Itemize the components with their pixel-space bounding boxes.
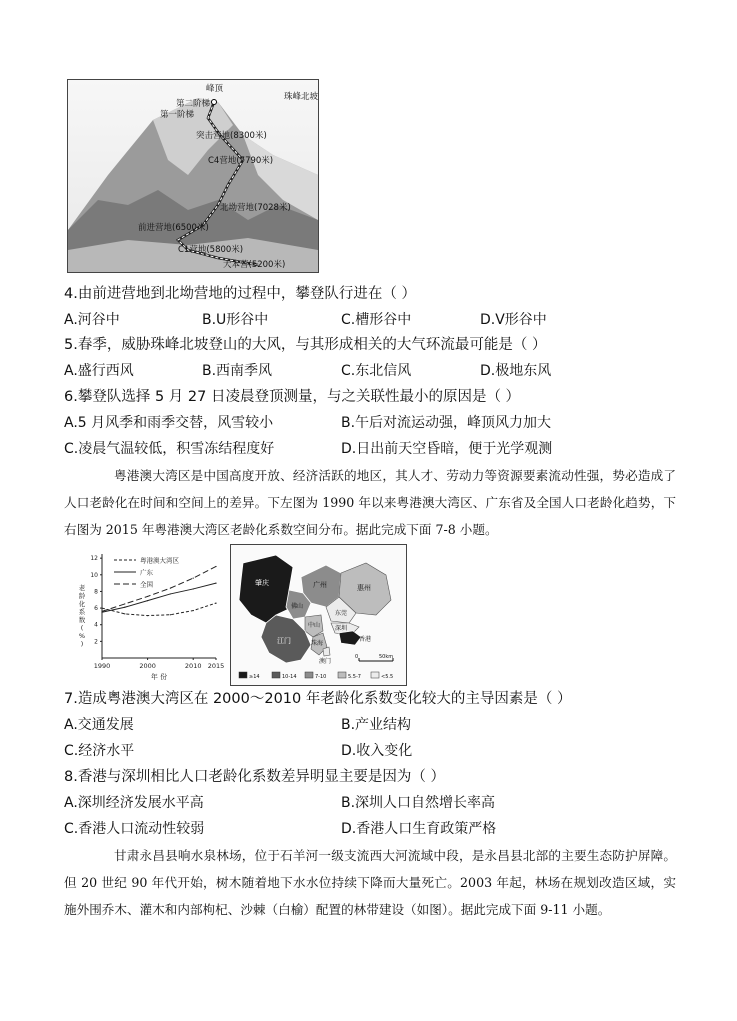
series-2-point (101, 611, 102, 612)
passage-bay-area: 粤港澳大湾区是中国高度开放、经济活跃的地区，其人才、劳动力等资源要素流动性强，势必造成了人口老龄化在时间和空间上的差异。下左图为 1990 年以来粤港澳大湾区、广东省及全国人口老龄化趋势，下右图为 2015 年粤港澳大湾区老龄化系数空间分布。据此完成下面 7-8 小题。 (64, 468, 676, 537)
y-tick-label: 10 (90, 571, 98, 579)
x-tick-label: 2015 (207, 662, 225, 670)
y-axis-label-char: 数 (78, 616, 86, 624)
legend-label-1: 广东 (140, 568, 153, 577)
series-2-point (170, 588, 171, 589)
series-1-point (124, 607, 125, 608)
label-peak: 峰顶 (206, 84, 224, 94)
question-7-stem: 7.造成粤港澳大湾区在 2000～2010 年老龄化系数变化较大的主导因素是（ ） (64, 691, 572, 707)
label-camp-assault: 突击营地(8300米) (196, 131, 267, 141)
q8-option-d[interactable]: D.香港人口生育政策严格 (341, 821, 497, 837)
label-step1: 第一阶梯 (160, 110, 195, 120)
passage-forest-farm: 甘肃永昌县响水泉林场，位于石羊河一级支流西大河流域中段，是永昌县北部的主要生态防护屏障。但 20 世纪 90 年代开始，树木随着地下水水位持续下降而大量死亡。2003 年起，林场在规划改造区域，实施外围乔木、灌木和内部枸杞、沙棘（白榆）配置的林带建设（如图）。据此完成下面 9-11 小题。 (64, 848, 676, 917)
label-north-slope: 珠峰北坡 (284, 92, 319, 102)
q5-option-a[interactable]: A.盛行西风 (64, 363, 134, 379)
q6-option-c[interactable]: C.凌晨气温较低，积雪冻结程度好 (64, 441, 275, 457)
scale-label: 50km (379, 654, 394, 660)
legend-swatch (305, 672, 313, 678)
bay-area-aging-map (230, 544, 407, 686)
scale-zero: 0 (355, 654, 359, 660)
summit-marker (212, 100, 217, 105)
q7-option-c[interactable]: C.经济水平 (64, 743, 135, 759)
q6-option-d[interactable]: D.日出前天空昏暗，便于光学观测 (341, 441, 553, 457)
map-label-dongguan: 东莞 (335, 610, 348, 617)
q8-option-c[interactable]: C.香港人口流动性较弱 (64, 821, 205, 837)
question-5-stem: 5.春季，威胁珠峰北坡登山的大风，与其形成相关的大气环流最可能是（ ） (64, 337, 547, 353)
everest-route-illustration (68, 80, 318, 272)
legend-swatch (338, 672, 346, 678)
legend-label: ≥14 (249, 674, 260, 680)
legend-swatch (239, 672, 247, 678)
series-2-point (147, 596, 148, 597)
legend-label: 5.5-7 (348, 674, 361, 680)
label-step2: 第二阶梯 (176, 99, 211, 109)
map-label-huizhou: 惠州 (357, 584, 371, 592)
legend-label: 7-10 (315, 674, 327, 680)
y-axis-label-char: % (78, 632, 86, 640)
q4-option-a[interactable]: A.河谷中 (64, 312, 120, 328)
map-label-zhuhai: 珠海 (311, 640, 324, 647)
q4-option-c[interactable]: C.槽形谷中 (341, 312, 412, 328)
series-line-0 (102, 603, 216, 615)
legend-swatch (272, 672, 280, 678)
y-tick-label: 12 (90, 555, 98, 563)
label-camp-base: 大本营(5200米) (223, 260, 286, 270)
y-axis-label-char: 老 (78, 584, 86, 592)
series-0-point (193, 610, 194, 611)
map-label-guangzhou: 广州 (313, 581, 327, 589)
map-label-zhaoqing: 肇庆 (255, 579, 269, 587)
legend-label: <5.5 (381, 674, 394, 680)
series-0-point (124, 613, 125, 614)
label-camp-advanced: 前进营地(6500米) (138, 223, 209, 233)
legend-swatch (371, 672, 379, 678)
y-axis-label-char: 龄 (78, 592, 86, 600)
series-0-point (101, 607, 102, 608)
aging-trend-chart (66, 546, 225, 682)
map-label-shenzhen: 深圳 (335, 625, 348, 632)
series-1-point (147, 600, 148, 601)
q7-option-a[interactable]: A.交通发展 (64, 717, 134, 733)
series-1-point (215, 583, 216, 584)
q6-option-b[interactable]: B.午后对流运动强，峰顶风力加大 (341, 415, 552, 431)
q7-option-b[interactable]: B.产业结构 (341, 717, 412, 733)
y-axis-label-char: 系 (78, 608, 86, 616)
series-0-point (147, 615, 148, 616)
y-axis-label-char: ( (80, 624, 84, 632)
q7-option-d[interactable]: D.收入变化 (341, 743, 413, 759)
series-1-point (170, 593, 171, 594)
map-label-macau: 澳门 (319, 658, 332, 665)
series-1-point (193, 588, 194, 589)
question-4-stem: 4.由前进营地到北坳营地的过程中，攀登队行进在（ ） (64, 286, 416, 302)
map-label-jiangmen: 江门 (277, 637, 291, 645)
region-hong-kong (339, 631, 361, 645)
x-tick-label: 2000 (139, 662, 156, 670)
region-zhaoqing (239, 555, 293, 623)
question-6-stem: 6.攀登队选择 5 月 27 日凌晨登顶测量，与之关联性最小的原因是（ ） (64, 389, 521, 405)
map-legend (239, 672, 393, 680)
x-axis-label: 年 份 (150, 673, 168, 681)
map-label-zhongshan: 中山 (308, 622, 321, 629)
map-scale-bar (355, 654, 393, 661)
q5-option-d[interactable]: D.极地东风 (480, 363, 552, 379)
x-tick-label: 2010 (184, 662, 202, 670)
legend-label-0: 粤港澳大湾区 (140, 556, 179, 565)
label-camp-north-col: 北坳营地(7028米) (220, 203, 291, 213)
series-2-point (215, 566, 216, 567)
y-axis-label-char: 化 (78, 600, 86, 608)
label-camp-c4: C4营地(7790米) (208, 156, 274, 166)
series-2-point (193, 578, 194, 579)
series-0-point (170, 614, 171, 615)
legend-label: 10-14 (282, 674, 297, 680)
series-2-point (124, 603, 125, 604)
label-camp-c1: C1营地(5800米) (178, 245, 244, 255)
y-tick-label: 4 (94, 621, 98, 629)
y-tick-label: 8 (94, 588, 98, 596)
question-8-stem: 8.香港与深圳相比人口老龄化系数差异明显主要是因为（ ） (64, 769, 445, 785)
q4-option-d[interactable]: D.V形谷中 (480, 312, 547, 328)
y-tick-label: 2 (94, 638, 98, 646)
y-tick-label: 6 (94, 605, 98, 613)
y-axis-label-char: ) (80, 640, 84, 648)
series-0-point (215, 602, 216, 603)
q6-option-a[interactable]: A.5 月风季和雨季交替，风雪较小 (64, 415, 274, 431)
q4-option-b[interactable]: B.U形谷中 (202, 312, 269, 328)
q8-option-b[interactable]: B.深圳人口自然增长率高 (341, 795, 496, 811)
legend-label-2: 全国 (140, 580, 153, 589)
everest-route-figure (67, 79, 319, 273)
map-label-hong-kong: 香港 (359, 636, 372, 643)
series-line-2 (102, 566, 216, 611)
x-tick-label: 1990 (93, 662, 111, 670)
q5-option-b[interactable]: B.西南季风 (202, 363, 273, 379)
q8-option-a[interactable]: A.深圳经济发展水平高 (64, 795, 204, 811)
q5-option-c[interactable]: C.东北信风 (341, 363, 412, 379)
series-line-1 (102, 583, 216, 612)
map-label-foshan: 佛山 (291, 603, 304, 610)
region-macau (323, 647, 330, 656)
